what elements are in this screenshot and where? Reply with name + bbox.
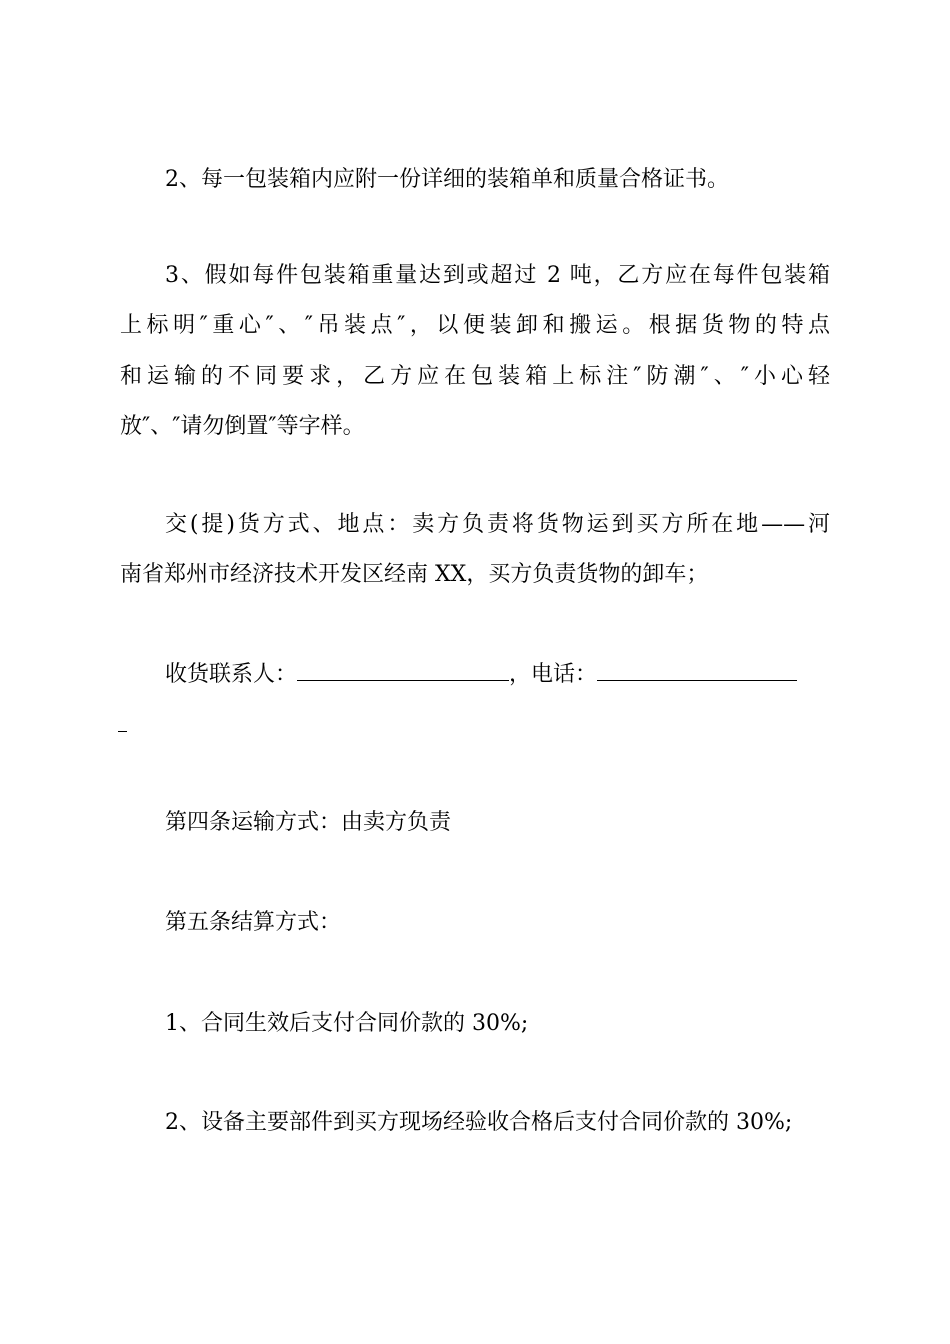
phone-blank bbox=[597, 660, 797, 681]
clause-weight-marking-line-2: 上标明″重心″、″吊装点″，以便装卸和搬运。根据货物的特点 bbox=[120, 313, 830, 338]
article-5-settlement: 第五条结算方式： bbox=[165, 910, 342, 935]
clause-packing-list: 2、每一包装箱内应附一份详细的装箱单和质量合格证书。 bbox=[165, 167, 729, 192]
clause-weight-marking-line-4: 放″、″请勿倒置″等字样。 bbox=[120, 414, 365, 439]
settlement-item-1: 1、合同生效后支付合同价款的 30%; bbox=[165, 1011, 529, 1036]
clause-weight-marking-line-1: 3、假如每件包装箱重量达到或超过 2 吨，乙方应在每件包装箱 bbox=[165, 263, 830, 288]
clause-weight-marking-line-3: 和运输的不同要求，乙方应在包装箱上标注″防潮″、″小心轻 bbox=[120, 364, 830, 389]
contact-line bbox=[165, 660, 835, 690]
clause-delivery-line-2: 南省郑州市经济技术开发区经南 XX，买方负责货物的卸车； bbox=[120, 562, 709, 587]
contact-blank bbox=[297, 660, 509, 681]
contact-label: 收货联系人： bbox=[165, 662, 298, 687]
clause-delivery-line-1: 交(提)货方式、地点：卖方负责将货物运到买方所在地——河 bbox=[165, 512, 830, 537]
settlement-item-2: 2、设备主要部件到买方现场经验收合格后支付合同价款的 30%; bbox=[165, 1110, 793, 1135]
phone-label: ，电话： bbox=[509, 662, 598, 687]
article-4-transport: 第四条运输方式：由卖方负责 bbox=[165, 810, 452, 835]
phone-blank-continuation bbox=[118, 731, 127, 732]
